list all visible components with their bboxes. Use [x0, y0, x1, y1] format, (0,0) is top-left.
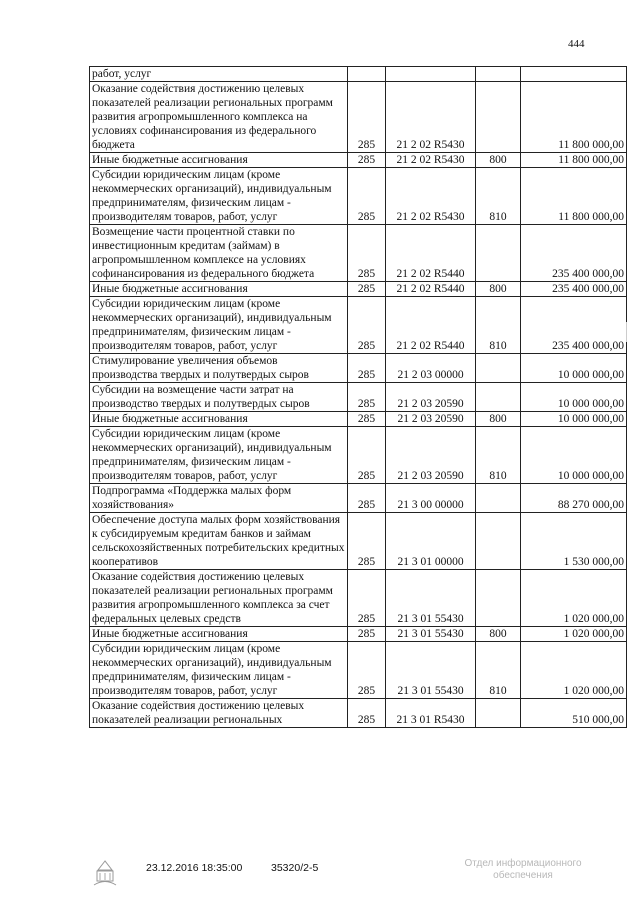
row-target-article: 21 2 03 20590	[386, 412, 476, 427]
row-target-article: 21 2 02 R5440	[386, 282, 476, 297]
row-target-article: 21 3 00 00000	[386, 484, 476, 513]
row-target-article: 21 2 03 20590	[386, 383, 476, 412]
row-ministry-code: 285	[348, 82, 386, 153]
table-row	[90, 570, 627, 627]
row-description: Субсидии юридическим лицам (кроме некоммерческих организаций), индивидуальным предпринимателям, физическим лицам - производителям товаров, работ, услуг	[90, 168, 348, 225]
row-description: Субсидии юридическим лицам (кроме некоммерческих организаций), индивидуальным предпринимателям, физическим лицам - производителям товаров, работ, услуг	[90, 427, 348, 484]
page-footer	[0, 858, 640, 898]
row-description: Субсидии юридическим лицам (кроме некоммерческих организаций), индивидуальным предпринимателям, физическим лицам - производителям товаров, работ, услуг	[90, 642, 348, 699]
row-description: Иные бюджетные ассигнования	[90, 153, 348, 168]
row-ministry-code: 285	[348, 412, 386, 427]
table-row	[90, 484, 627, 513]
table-row	[90, 427, 627, 484]
row-expense-type	[476, 82, 521, 153]
footer-document-id: 35320/2-5	[271, 862, 319, 874]
table-row	[90, 354, 627, 383]
row-amount: 1 530 000,00	[521, 513, 627, 570]
row-description: Иные бюджетные ассигнования	[90, 282, 348, 297]
row-ministry-code: 285	[348, 699, 386, 728]
row-amount: 11 800 000,00	[521, 82, 627, 153]
row-description: Стимулирование увеличения объемов производства твердых и полутвердых сыров	[90, 354, 348, 383]
row-description: Иные бюджетные ассигнования	[90, 412, 348, 427]
table-row	[90, 168, 627, 225]
row-expense-type	[476, 354, 521, 383]
table-row	[90, 699, 627, 728]
row-target-article	[386, 67, 476, 82]
table-row	[90, 627, 627, 642]
row-target-article: 21 2 02 R5430	[386, 82, 476, 153]
row-amount: 11 800 000,00	[521, 153, 627, 168]
table-row	[90, 383, 627, 412]
page-number: 444	[568, 38, 585, 50]
row-description: Субсидии юридическим лицам (кроме некоммерческих организаций), индивидуальным предпринимателям, физическим лицам - производителям товаров, работ, услуг	[90, 297, 348, 354]
row-amount: 10 000 000,00	[521, 427, 627, 484]
row-expense-type	[476, 570, 521, 627]
row-target-article: 21 3 01 R5430	[386, 699, 476, 728]
row-description: Иные бюджетные ассигнования	[90, 627, 348, 642]
row-ministry-code	[348, 67, 386, 82]
row-expense-type: 800	[476, 153, 521, 168]
row-target-article: 21 2 02 R5430	[386, 168, 476, 225]
row-expense-type: 810	[476, 297, 521, 354]
row-expense-type: 800	[476, 627, 521, 642]
table-row	[90, 513, 627, 570]
row-description: работ, услуг	[90, 67, 348, 82]
row-expense-type: 810	[476, 642, 521, 699]
row-target-article: 21 2 03 00000	[386, 354, 476, 383]
emblem-icon	[88, 858, 122, 892]
row-amount: 1 020 000,00	[521, 642, 627, 699]
row-ministry-code: 285	[348, 570, 386, 627]
row-target-article: 21 2 03 20590	[386, 427, 476, 484]
row-ministry-code: 285	[348, 642, 386, 699]
row-ministry-code: 285	[348, 513, 386, 570]
budget-table-body	[90, 67, 627, 728]
footer-watermark	[448, 858, 598, 882]
row-ministry-code: 285	[348, 297, 386, 354]
footer-timestamp: 23.12.2016 18:35:00	[146, 862, 243, 874]
row-description: Оказание содействия достижению целевых показателей реализации региональных программ развития агропромышленного комплекса за счет федеральных целевых средств	[90, 570, 348, 627]
row-amount: 235 400 000,00	[521, 297, 627, 354]
table-row	[90, 282, 627, 297]
row-ministry-code: 285	[348, 168, 386, 225]
row-amount: 1 020 000,00	[521, 627, 627, 642]
row-target-article: 21 2 02 R5440	[386, 225, 476, 282]
row-expense-type: 810	[476, 168, 521, 225]
row-expense-type	[476, 225, 521, 282]
row-amount	[521, 67, 627, 82]
table-row	[90, 67, 627, 82]
row-expense-type	[476, 383, 521, 412]
watermark-line: Отдел информационного	[464, 858, 582, 869]
row-expense-type: 800	[476, 282, 521, 297]
budget-table	[89, 66, 627, 728]
row-target-article: 21 3 01 55430	[386, 642, 476, 699]
row-target-article: 21 3 01 00000	[386, 513, 476, 570]
row-amount: 10 000 000,00	[521, 412, 627, 427]
row-ministry-code: 285	[348, 282, 386, 297]
row-ministry-code: 285	[348, 225, 386, 282]
row-target-article: 21 2 02 R5430	[386, 153, 476, 168]
watermark-line: обеспечения	[493, 870, 553, 881]
row-ministry-code: 285	[348, 354, 386, 383]
row-description: Возмещение части процентной ставки по инвестиционным кредитам (займам) в агропромышленном комплексе на условиях софинансирования из федерального бюджета	[90, 225, 348, 282]
row-amount: 11 800 000,00	[521, 168, 627, 225]
scan-edge-mark	[626, 322, 627, 342]
row-expense-type	[476, 484, 521, 513]
row-amount: 10 000 000,00	[521, 383, 627, 412]
row-target-article: 21 2 02 R5440	[386, 297, 476, 354]
row-amount: 235 400 000,00	[521, 282, 627, 297]
row-description: Оказание содействия достижению целевых показателей реализации региональных	[90, 699, 348, 728]
row-amount: 235 400 000,00	[521, 225, 627, 282]
row-expense-type	[476, 67, 521, 82]
row-description: Оказание содействия достижению целевых показателей реализации региональных программ развития агропромышленного комплекса на условиях софинансирования из федерального бюджета	[90, 82, 348, 153]
row-amount: 88 270 000,00	[521, 484, 627, 513]
row-amount: 10 000 000,00	[521, 354, 627, 383]
table-row	[90, 642, 627, 699]
table-row	[90, 297, 627, 354]
row-ministry-code: 285	[348, 484, 386, 513]
row-expense-type: 810	[476, 427, 521, 484]
row-expense-type	[476, 699, 521, 728]
row-ministry-code: 285	[348, 153, 386, 168]
row-description: Субсидии на возмещение части затрат на производство твердых и полутвердых сыров	[90, 383, 348, 412]
table-row	[90, 153, 627, 168]
table-row	[90, 225, 627, 282]
row-target-article: 21 3 01 55430	[386, 570, 476, 627]
row-expense-type	[476, 513, 521, 570]
table-row	[90, 82, 627, 153]
row-expense-type: 800	[476, 412, 521, 427]
row-target-article: 21 3 01 55430	[386, 627, 476, 642]
row-ministry-code: 285	[348, 627, 386, 642]
row-description: Обеспечение доступа малых форм хозяйствования к субсидируемым кредитам банков и займам сельскохозяйственных потребительских кредитных кооперативов	[90, 513, 348, 570]
row-ministry-code: 285	[348, 383, 386, 412]
row-amount: 1 020 000,00	[521, 570, 627, 627]
row-ministry-code: 285	[348, 427, 386, 484]
row-description: Подпрограмма «Поддержка малых форм хозяйствования»	[90, 484, 348, 513]
row-amount: 510 000,00	[521, 699, 627, 728]
table-row	[90, 412, 627, 427]
